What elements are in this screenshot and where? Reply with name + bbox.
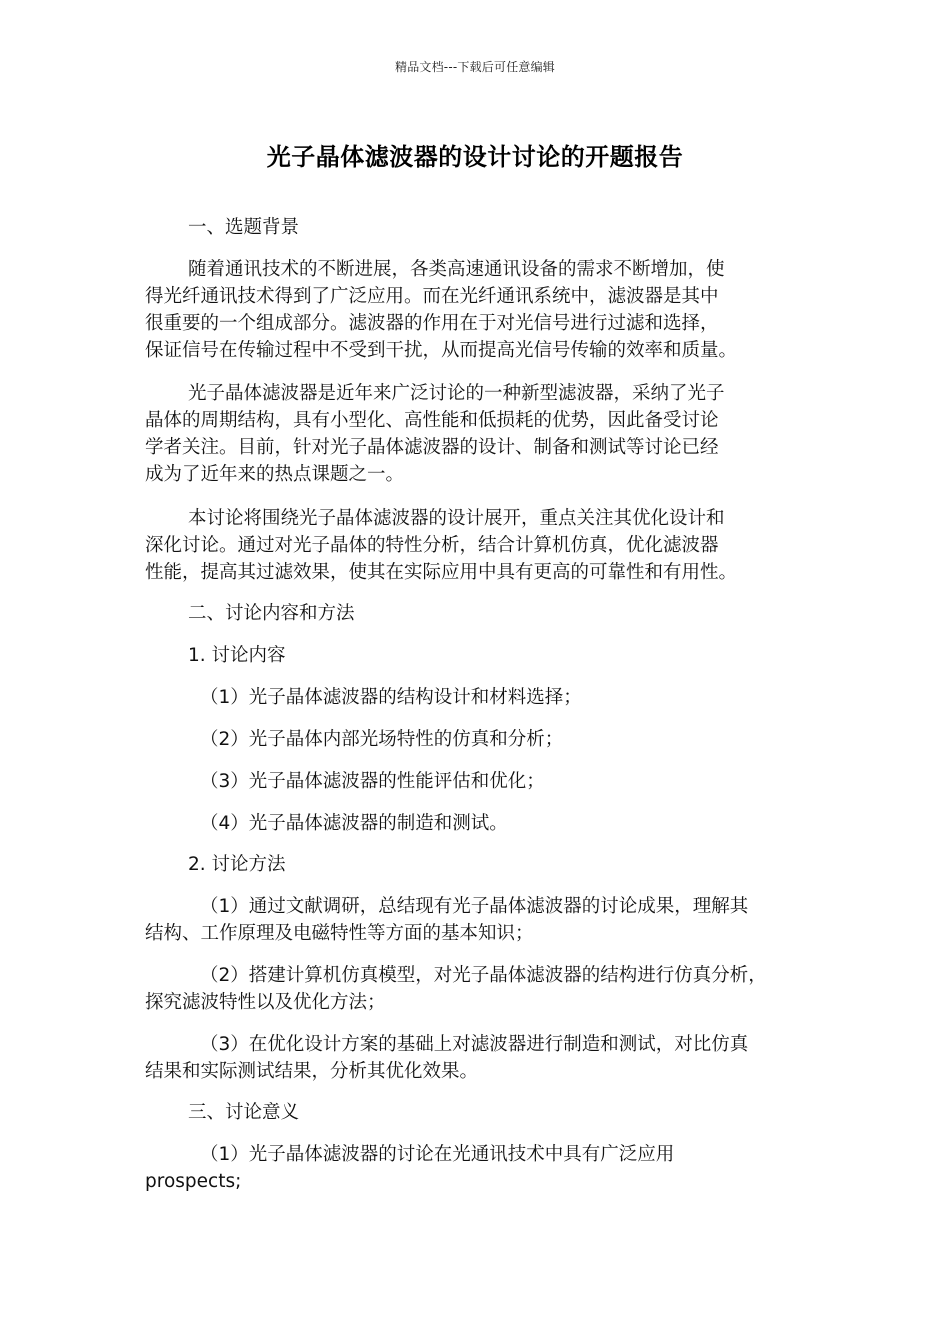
section-heading-significance: 三、讨论意义 bbox=[188, 1102, 300, 1123]
header-note: 精品文档---下载后可任意编辑 bbox=[395, 60, 555, 74]
method-item-2: （2）搭建计算机仿真模型，对光子晶体滤波器的结构进行仿真分析， 探究滤波特性以及优化方法； bbox=[145, 965, 767, 1013]
significance-item-1: （1）光子晶体滤波器的讨论在光通讯技术中具有广泛应用 prospects; bbox=[145, 1144, 675, 1192]
content-item-3: （3）光子晶体滤波器的性能评估和优化； bbox=[200, 771, 545, 792]
subheading-method: 2. 讨论方法 bbox=[188, 854, 286, 875]
content-item-4: （4）光子晶体滤波器的制造和测试。 bbox=[200, 813, 508, 834]
section-heading-content-method: 二、讨论内容和方法 bbox=[188, 603, 355, 624]
content-item-1: （1）光子晶体滤波器的结构设计和材料选择； bbox=[200, 687, 582, 708]
paragraph-background-1: 随着通讯技术的不断进展，各类高速通讯设备的需求不断增加，使 得光纤通讯技术得到了广泛应用。而在光纤通讯系统中，滤波器是其中 很重要的一个组成部分。滤波器的作用在于对光信号进行过滤和选择， 保证信号在传输过程中不受到干扰，从而提高光信号传输的效率和质量。 bbox=[145, 259, 738, 361]
section-heading-background: 一、选题背景 bbox=[188, 217, 300, 238]
paragraph-background-2: 光子晶体滤波器是近年来广泛讨论的一种新型滤波器，采纳了光子 晶体的周期结构，具有小型化、高性能和低损耗的优势，因此备受讨论 学者关注。目前，针对光子晶体滤波器的设计、制备和测试等讨论已经 成为了近年来的热点课题之一。 bbox=[145, 383, 725, 485]
subheading-content: 1. 讨论内容 bbox=[188, 645, 286, 666]
content-item-2: （2）光子晶体内部光场特性的仿真和分析； bbox=[200, 729, 564, 750]
method-item-1: （1）通过文献调研，总结现有光子晶体滤波器的讨论成果，理解其 结构、工作原理及电磁特性等方面的基本知识； bbox=[145, 896, 749, 944]
method-item-3: （3）在优化设计方案的基础上对滤波器进行制造和测试，对比仿真 结果和实际测试结果，分析其优化效果。 bbox=[145, 1034, 749, 1082]
paragraph-background-3: 本讨论将围绕光子晶体滤波器的设计展开，重点关注其优化设计和 深化讨论。通过对光子晶体的特性分析，结合计算机仿真，优化滤波器 性能，提高其过滤效果，使其在实际应用中具有更高的可靠性和有用性。 bbox=[145, 508, 738, 583]
page-title: 光子晶体滤波器的设计讨论的开题报告 bbox=[266, 143, 684, 171]
